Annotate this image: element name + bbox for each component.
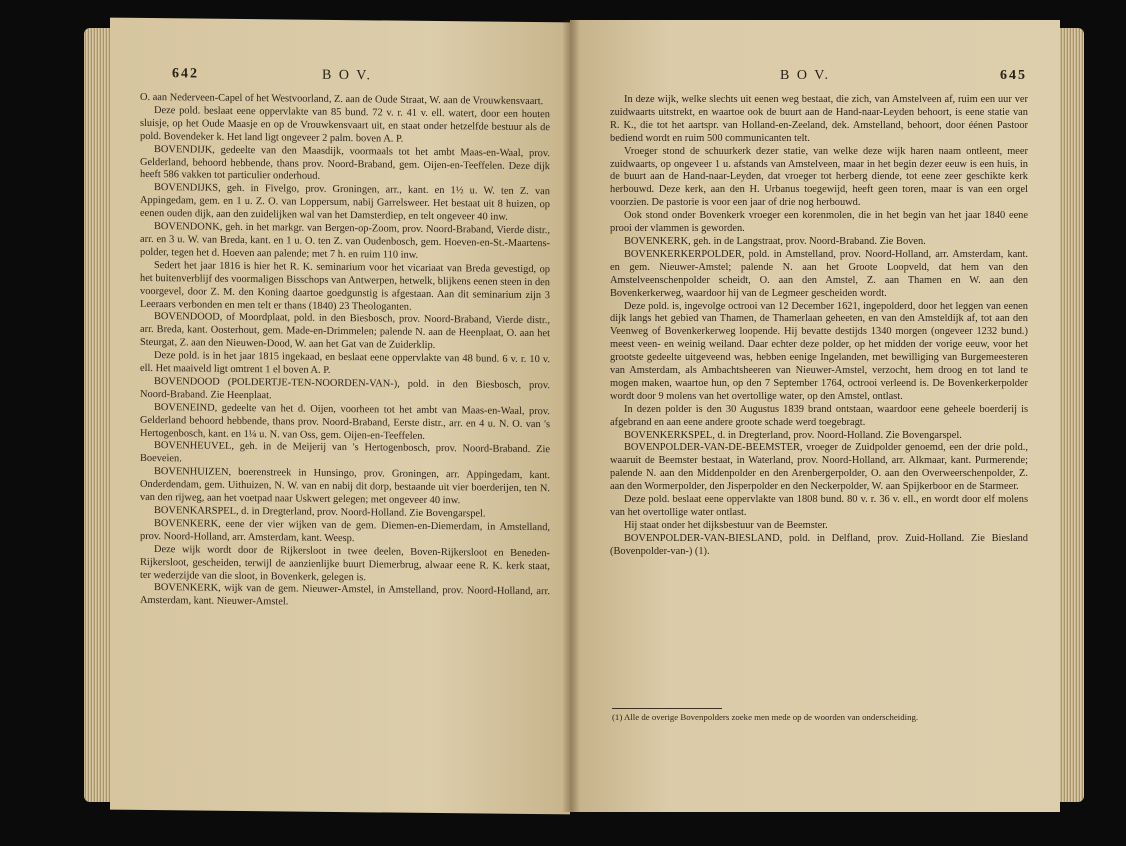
entry: BOVENKERK, wijk van de gem. Nieuwer-Amstel, in Amstelland, prov. Noord-Holland, arr. Amsterdam, kant. Nieuwer-Amstel. — [140, 582, 550, 608]
entry: BOVENKERK, geh. in de Langstraat, prov. Noord-Braband. Zie Boven. — [624, 235, 926, 247]
left-text-block — [140, 92, 550, 613]
entry: BOVENEIND, gedeelte van het d. Oijen, voorheen tot het ambt van Maas-en-Waal, prov. Gelderland behoord hebbende, thans prov. Noord-Braband, Eerste distr., arr. en 4 u. N. O. van 's Hertogenbosch, kant. en 1¼ u. N. van Oss, gem. Oijen-en-Teeffelen. — [140, 401, 550, 442]
paragraph: Ook stond onder Bovenkerk vroeger een korenmolen, die in het begin van het jaar 1840 eene prooi der vlammen is geworden. — [610, 210, 1028, 235]
entry: BOVENKARSPEL, d. in Dregterland, prov. Noord-Holland. Zie Bovengarspel. — [154, 505, 486, 520]
left-page — [110, 18, 570, 815]
paragraph: Deze pold. is, ingevolge octrooi van 12 December 1621, ingepolderd, door het leggen van eenen dijk langs het gebied van Thamen, de Thamerlaan geheeten, en van den Amsteldijk af, tot aan den Veenweg of Bovenkerkerweg loopende. Hij bevatte destijds 1340 morgen (ongeveer 1232 bund.) meest veen- en weinig weiland. Daar echter deze polder, op het midden der vorige eeuw, voor het grootste gedeelte uitgeveend was, hebben eenige Ingelanden, met bewilliging van Burgemeesteren van Amsterdam, als Ambachtsheeren van Nieuwer-Amstel, verzocht, hem droog en tot land te mogen maken, waartoe hun, op den 7 September 1764, octrooi verleend is. De Bovenkerkerpolder wordt door 9 molens van het overtollige water, op den Amstel, ontlast. — [610, 300, 1028, 402]
paragraph: Vroeger stond de schuurkerk dezer statie, van welke deze wijk haren naam ontleent, meer zuidwaarts, op ongeveer 1 u. afstands van Amstelveen, maar in het begin dezer eeuw is een huis, in de buurt aan de Hand-naar-Leyden, dat vroeger tot herberg diende, tot eene zeer geschikte kerk herbouwd. Deze kerk, aan den H. Urbanus toegewijd, heeft geen toren, maar is van een orgel voorzien. De pastorie is voor een jaar of drie nog herbouwd. — [610, 145, 1028, 209]
footnote: (1) Alle de overige Bovenpolders zoeke men mede op de woorden van onderscheiding. — [612, 712, 919, 722]
left-header — [110, 66, 570, 93]
entry: BOVENDIJKS, geh. in Fivelgo, prov. Groningen, arr., kant. en 1½ u. W. ten Z. van Appingedam, gem. en 1 u. Z. O. van Loppersum, nabij Garrelsweer. Het bestaat uit 8 huizen, op eenen ouden dijk, aan den zuidelijken wal van het Damsterdiep, en telt ongeveer 40 inw. — [140, 182, 550, 223]
paragraph: Deze pold. beslaat eene oppervlakte van 1808 bund. 80 v. r. 36 v. ell., en wordt door elf molens van het overtollige water ontlast. — [610, 494, 1028, 518]
entry: BOVENKERKSPEL, d. in Dregterland, prov. Noord-Holland. Zie Bovengarspel. — [624, 429, 962, 441]
paragraph: Sedert het jaar 1816 is hier het R. K. seminarium voor het vicariaat van Breda gevestigd, op het buitenverblijf des voormaligen Bisschops van Antwerpen, hetwelk, blijkens eenen steen in den voorgevel, door Z. M. den Koning daartoe goedgunstig is afgestaan. Aan dit seminarium zijn 3 Leeraars verbonden en men telt er thans (1840) 23 Theologanten. — [140, 259, 550, 313]
left-running-head: B O V. — [322, 67, 373, 84]
entry: BOVENDOOD (POLDERTJE-TEN-NOORDEN-VAN-), pold. in den Biesbosch, prov. Noord-Braband. Zie Heenplaat. — [140, 375, 550, 402]
open-book — [84, 20, 1084, 812]
right-page — [570, 20, 1060, 812]
book-gutter — [562, 20, 580, 812]
paragraph: Hij staat onder het dijksbestuur van de Beemster. — [624, 519, 828, 531]
right-text-block — [610, 94, 1028, 559]
paragraph: In dezen polder is den 30 Augustus 1839 brand ontstaan, waardoor eene geheele boerderij is afgebrand en aan eene andere groote schade werd toegebragt. — [610, 403, 1028, 428]
entry: BOVENDIJK, gedeelte van den Maasdijk, voormaals tot het ambt Maas-en-Waal, prov. Gelderland, behoord hebbende, thans prov. Noord-Braband, gem. Oijen-en-Teeffelen. Deze dijk heeft 586 vakken tot particulier onderhoud. — [140, 143, 550, 183]
paragraph: O. aan Nederveen-Capel of het Westvoorland, Z. aan de Oude Straat, W. aan de Vrouwkensvaart. — [140, 91, 544, 108]
entry: BOVENHEUVEL, geh. in de Meijerij van 's Hertogenbosch, prov. Noord-Braband. Zie Boeveien. — [140, 440, 550, 465]
entry: BOVENHUIZEN, boerenstreek in Hunsingo, prov. Groningen, arr. Appingedam, kant. Onderdendam, gem. Uithuizen, N. W. van en nabij dit dorp, bestaande uit vier boerderijen, ten N. van den rijweg, aan het voetpad naar Uskwert gelegen; met ongeveer 40 inw. — [140, 466, 550, 507]
left-page-number: 642 — [172, 66, 199, 82]
entry: BOVENKERKERPOLDER, pold. in Amstelland, prov. Noord-Holland, arr. Amsterdam, kant. en gem. Nieuwer-Amstel; palende N. aan het Groote Loopveld, dat hem van den Amstelveenschenpolder scheidt, O. aan den Amstel, Z. aan Thamen en W. aan den Bovenkerkerweg, waardoor hij van de Legmeer gescheiden wordt. — [610, 248, 1028, 299]
entry: BOVENKERK, eene der vier wijken van de gem. Diemen-en-Diemerdam, in Amstelland, prov. Noord-Holland, arr. Amsterdam, kant. Weesp. — [140, 517, 550, 544]
right-running-head: B O V. — [780, 68, 831, 83]
paragraph: Deze pold. is in het jaar 1815 ingekaad, en beslaat eene oppervlakte van 48 bund. 6 v. r. 10 v. ell. Het maaiveld ligt omtrent 1 el boven A. P. — [140, 350, 550, 376]
paragraph: Deze pold. beslaat eene oppervlakte van 85 bund. 72 v. r. 41 v. ell. watert, door een houten sluisje, op het Oude Maasje en op de Vrouwkensvaart uit, en staat onder hetzelfde bestuur als de pold. Bovendeker k. Het land ligt ongeveer 2 palm. boven A. P. — [140, 104, 550, 145]
entry: BOVENDOOD, of Moordplaat, pold. in den Biesbosch, prov. Noord-Braband, Vierde distr., arr. Breda, kant. Oosterhout, gem. Made-en-Drimmelen; palende N. aan de Heenplaat, O. aan het Steurgat, Z. aan den Nieuwen-Dood, W. aan het Gat van de Zuiderklip. — [140, 311, 550, 352]
right-header — [570, 68, 1060, 90]
paragraph: Deze wijk wordt door de Rijkersloot in twee deelen, Boven-Rijkersloot en Beneden-Rijkersloot, gescheiden, terwijl de aanzienlijke buurt Diemerbrug, alwaar eene R. K. kerk staat, ter wederzijde van die sloot, in Bovenkerk, gelegen is. — [140, 543, 550, 583]
right-page-number: 645 — [1000, 68, 1027, 83]
paragraph: In deze wijk, welke slechts uit eenen weg bestaat, die zich, van Amstelveen af, ruim een uur ver zuidwaarts uitstrekt, en waartoe ook de buurt aan de Hand-naar-Leyden behoort, is eene statie van R. K., die tot het aartspr. van Holland-en-Zeeland, dek. Amstelland, behoort, door éénen Pastoor bediend wordt en ruim 500 communicanten telt. — [610, 94, 1028, 144]
entry: BOVENPOLDER-VAN-DE-BEEMSTER, vroeger de Zuidpolder genoemd, een der drie pold., waaruit de Beemster bestaat, in Waterland, prov. Noord-Holland, arr. Alkmaar, kant. Purmerende; palende N. aan den Middenpolder en den Arenbergerpolder, O. aan den Overweerschenpolder, Z. aan den Wormerpolder, den Jisperpolder en den Neckerpolder, W. aan Spijkerboor en de Starmeer. — [610, 442, 1028, 493]
entry: BOVENPOLDER-VAN-BIESLAND, pold. in Delfland, prov. Zuid-Holland. Zie Biesland (Bovenpolder-van-) (1). — [610, 532, 1028, 557]
footnote-rule — [612, 708, 722, 709]
entry: BOVENDONK, geh. in het markgr. van Bergen-op-Zoom, prov. Noord-Braband, Vierde distr., arr. en 3 u. W. van Breda, kant. en 1 u. O. ten Z. van Oudenbosch, gem. Hoeven-en-St.-Maartens-polder, tegen het d. Hoeven aan palende; met 7 h. en ruim 110 inw. — [140, 221, 550, 261]
